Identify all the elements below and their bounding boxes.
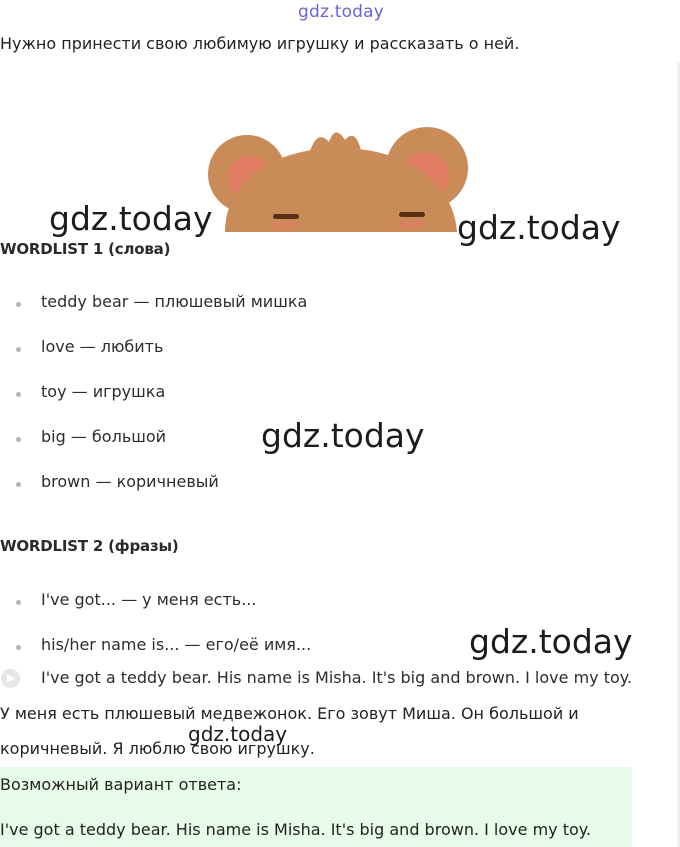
example-english: I've got a teddy bear. His name is Misha. It's big and brown. I love my toy. bbox=[41, 668, 633, 687]
wordlist1-heading: WORDLIST 1 (слова) bbox=[0, 240, 171, 258]
list-item: his/her name is... — его/её имя... bbox=[0, 635, 660, 659]
answer-label: Возможный вариант ответа: bbox=[0, 775, 242, 794]
wordlist2-heading: WORDLIST 2 (фразы) bbox=[0, 537, 179, 555]
teddy-bear-illustration bbox=[205, 120, 473, 232]
watermark-small: gdz.today bbox=[188, 722, 288, 746]
task-intro: Нужно принести свою любимую игрушку и рассказать о ней. bbox=[0, 34, 520, 53]
watermark-middle: gdz.today bbox=[261, 416, 425, 455]
bullet-icon bbox=[16, 392, 21, 397]
play-icon[interactable] bbox=[1, 669, 20, 688]
bullet-icon bbox=[16, 347, 21, 352]
bullet-icon bbox=[16, 600, 21, 605]
watermark-top: gdz.today bbox=[298, 2, 385, 22]
example-russian-line1: У меня есть плюшевый медвежонок. Его зовут Миша. Он большой и bbox=[0, 704, 579, 723]
answer-text: I've got a teddy bear. His name is Misha. It's big and brown. I love my toy. bbox=[0, 820, 592, 839]
bullet-icon bbox=[16, 302, 21, 307]
list-item: brown — коричневый bbox=[0, 472, 660, 496]
bullet-icon bbox=[16, 482, 21, 487]
bullet-icon bbox=[16, 437, 21, 442]
example-russian-line2: коричневый. Я люблю свою игрушку. bbox=[0, 739, 315, 758]
list-item: toy — игрушка bbox=[0, 382, 660, 406]
list-item: I've got... — у меня есть... bbox=[0, 590, 660, 614]
watermark-left: gdz.today bbox=[49, 199, 213, 238]
list-item: teddy bear — плюшевый мишка bbox=[0, 292, 660, 316]
list-item: love — любить bbox=[0, 337, 660, 361]
watermark-lower-right: gdz.today bbox=[469, 622, 633, 661]
watermark-right: gdz.today bbox=[457, 208, 621, 247]
bullet-icon bbox=[16, 645, 21, 650]
list-item: big — большой bbox=[0, 427, 660, 451]
